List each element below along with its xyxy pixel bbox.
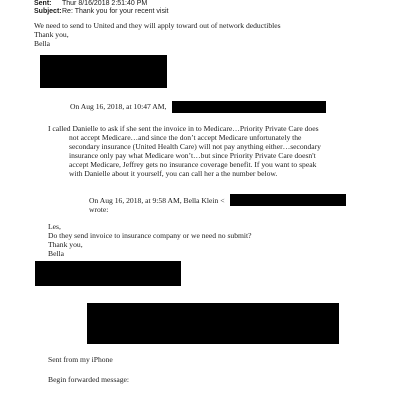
redaction-block (35, 261, 181, 286)
quote-1-line-6: with Danielle about it yourself, you can call her a the number below. (69, 169, 278, 178)
redaction-block (40, 55, 167, 88)
email-header (34, 0, 168, 16)
redaction-email-2 (230, 194, 346, 206)
sent-from-iphone: Sent from my iPhone (48, 355, 113, 364)
message-2-line-2: Do they send invoice to insurance company or we need no submit? (48, 231, 252, 240)
quote-1-line-3: secondary insurance (United Health Care) will not pay anything either…secondary (69, 142, 321, 151)
sent-value: Thur 8/16/2018 2:51:40 PM (62, 0, 148, 7)
quote-2-wrote: wrote: (89, 205, 109, 214)
redaction-email-1 (172, 101, 326, 113)
message-1-line-1: We need to send to United and they will apply toward out of network deductibles (34, 21, 281, 30)
quote-1-line-1: I called Danielle to ask if she sent the invoice in to Medicare…Priority Private Care does (48, 124, 319, 133)
quote-1-header (70, 102, 166, 112)
quote-1-line-4: insurance only pay what Medicare won’t…but since Priority Private Care doesn't (69, 151, 316, 160)
message-1-line-3: Bella (34, 39, 51, 48)
quote-1-line-5: accept Medicare, Jeffrey gets no insurance coverage benefit. If you want to speak (69, 160, 317, 169)
quote-2-header-text: On Aug 16, 2018, at 9:58 AM, Bella Klein < (89, 196, 225, 205)
subject-value: Re: Thank you for your recent visit (62, 8, 169, 15)
message-2-line-1: Les, (48, 222, 61, 231)
message-2-line-3: Thank you, (48, 240, 83, 249)
begin-forwarded: Begin forwarded message: (48, 375, 129, 384)
quote-1-header-text: On Aug 16, 2018, at 10:47 AM, (70, 102, 167, 111)
quote-1-line-2: not accept Medicare…and since the don’t accept Medicare unfortunately the (69, 133, 302, 142)
subject-row (34, 8, 168, 16)
sent-row (34, 0, 168, 8)
message-1-line-2: Thank you, (34, 30, 69, 39)
sent-label: Sent: (34, 0, 52, 7)
redaction-block (87, 303, 339, 344)
message-2-line-4: Bella (48, 249, 65, 258)
subject-label: Subject: (34, 8, 62, 15)
